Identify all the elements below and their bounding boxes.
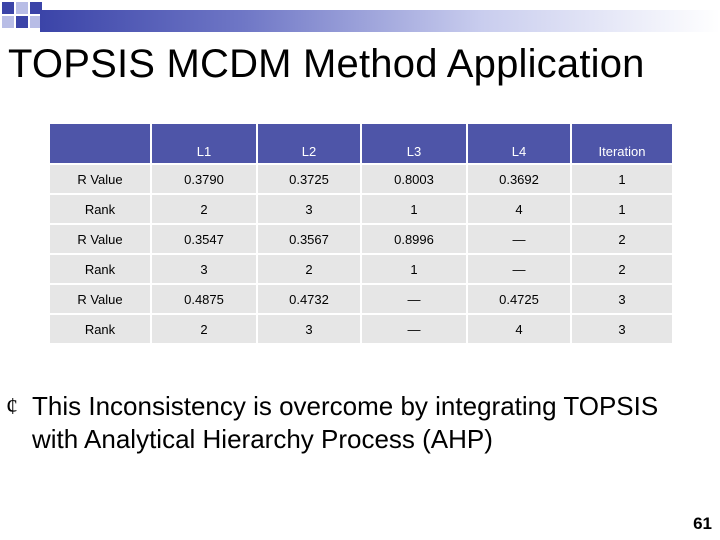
table-cell: Rank [49,194,151,224]
table-cell: 0.4725 [467,284,571,314]
slide-title: TOPSIS MCDM Method Application [8,42,645,86]
results-table-container [48,122,672,345]
table-cell: Rank [49,254,151,284]
table-cell: 0.4875 [151,284,257,314]
page-number: 61 [693,514,712,533]
table-header-cell: L1 [151,123,257,164]
table-cell: — [467,254,571,284]
table-cell: R Value [49,224,151,254]
table-cell: 4 [467,314,571,344]
bullet-text: This Inconsistency is overcome by integrating TOPSIS with Analytical Hierarchy Process (AHP) [32,391,659,454]
title-gradient-bar [40,10,720,32]
table-row [49,194,673,224]
table-cell: 2 [257,254,361,284]
table-cell: 1 [361,194,467,224]
table-header-cell: L4 [467,123,571,164]
table-cell: 0.3547 [151,224,257,254]
table-cell: 3 [571,284,673,314]
table-cell: 3 [257,194,361,224]
table-cell: — [361,314,467,344]
table-cell: 3 [257,314,361,344]
table-header-cell [49,123,151,164]
table-cell: R Value [49,284,151,314]
table-cell: 0.4732 [257,284,361,314]
table-row [49,224,673,254]
table-cell: Rank [49,314,151,344]
table-cell: 3 [151,254,257,284]
table-row [49,254,673,284]
table-cell: 0.3790 [151,164,257,194]
bullet-icon: ¢ [6,394,18,420]
table-cell: 1 [571,194,673,224]
table-cell: 3 [571,314,673,344]
table-row [49,164,673,194]
table-header-row [49,123,673,164]
table-row [49,314,673,344]
table-cell: 1 [571,164,673,194]
table-header-cell: Iteration [571,123,673,164]
table-cell: 2 [151,194,257,224]
table-cell: 0.3692 [467,164,571,194]
table-cell: 4 [467,194,571,224]
table-cell: R Value [49,164,151,194]
table-cell: — [361,284,467,314]
table-cell: 2 [571,254,673,284]
table-cell: 0.8996 [361,224,467,254]
table-row [49,284,673,314]
table-cell: 0.3725 [257,164,361,194]
table-header-cell: L3 [361,123,467,164]
table-cell: 2 [151,314,257,344]
table-cell: 0.3567 [257,224,361,254]
table-cell: 0.8003 [361,164,467,194]
results-table [48,122,674,345]
table-cell: 2 [571,224,673,254]
table-cell: 1 [361,254,467,284]
table-header-cell: L2 [257,123,361,164]
table-cell: — [467,224,571,254]
